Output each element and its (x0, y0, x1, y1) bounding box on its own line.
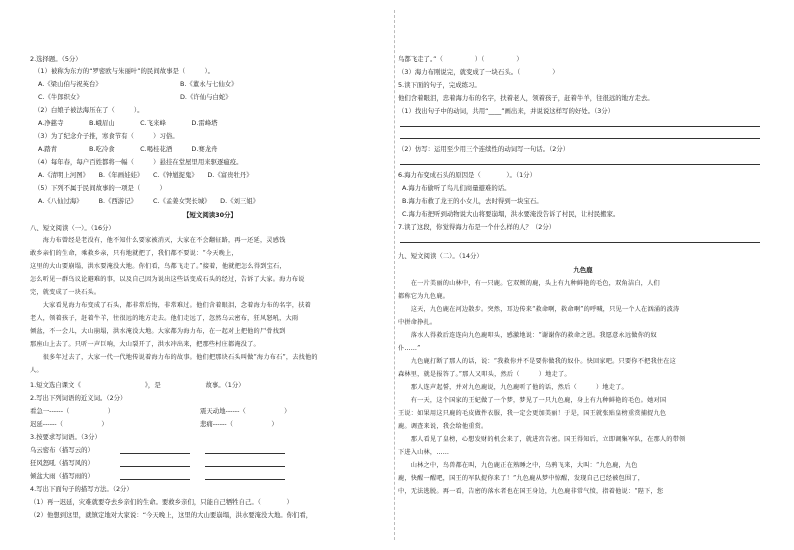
q7: 7.读了这段，你觉得海力布是一个什么样的人？（2分） (398, 223, 556, 231)
q2-3-options: A.踏青 B.吃冷食 C.喝桂花酒 D.赛龙舟 (38, 145, 218, 153)
passage-line: 倾盆，不一会儿，大山崩塌，洪水淹没大地。大家都为海力布，在一起对上把他的尸骨找到 (30, 328, 286, 335)
answer-line[interactable] (205, 466, 285, 467)
q2-3: （3）为了纪念介子推，寒食节有（ ）习俗。 (34, 132, 179, 140)
q5: 5.读下面的句子，完成练习。 (398, 81, 481, 89)
r1-q3-c: 倾盆大雨（描写雨的） (30, 472, 94, 480)
q6: 6.海力布变成石头的原因是（ ）。（1分） (398, 171, 536, 179)
passage-line: 完，就变成了一块石头。 (30, 289, 101, 296)
answer-line[interactable] (205, 479, 285, 480)
passage-line: 下进入山林，…… (398, 449, 450, 456)
q2-2-options: A.净慈寺 B.峨眉山 C.飞来峰 D.雷峰塔 (38, 119, 218, 127)
q2-1-option-c: C.《牛郎织女》 (38, 93, 83, 101)
q5-1: （1）找出句子中的动词，共用“____”画出来，并说说这样写的好处。（3分） (398, 107, 615, 115)
passage-line: 中，无法逃脱。再一看，告密的落水者也在国王身边，九色鹿非常气愤，指着他说：“陛下，您 (398, 488, 664, 495)
answer-line[interactable] (400, 164, 760, 165)
passage-line: 这里的大山要崩塌，洪水要淹没大地。你们看，鸟都飞走了。”接着，他就把怎么得到宝石， (30, 263, 286, 270)
passage-line: 那座山上去了。只听一声巨响，大山裂开了，洪水冲出来，把那些村庄都淹没了。 (30, 341, 260, 348)
r1-q2-d: 悲痛------（ ） (200, 420, 278, 428)
r1-q2-a: 看急一------（ ） (30, 407, 115, 415)
passage-line: 王说：如果用这只鹿的毛皮做件衣服，我一定会更加美丽！于是，国王就张贴皇榜重赏捕捉九色 (398, 410, 667, 417)
r1-q4-2: （2）他想到这里，就镇定地对大家说：“今天晚上，这里的大山要崩塌，洪水要淹没大地。你们看， (30, 511, 313, 519)
q6-option-b: B.海力布救了龙王的小女儿，去时得到一块宝石。 (402, 197, 543, 205)
center-fold-line (394, 10, 395, 540)
answer-line[interactable] (400, 242, 760, 243)
passage-line: 鹿。调查来说，我会给他重赏。 (398, 423, 488, 430)
passage-line: 中拼命挣扎。 (398, 319, 437, 326)
q2-1-option-d: D.《许仙与白蛇》 (180, 93, 232, 101)
passage-line: 那人连声起誓，并对九色鹿说，九色鹿听了他的话，然后（ ）地走了。 (398, 384, 628, 391)
q6-option-c: C.海力布把听到动物说大山将要崩塌，洪水要淹没告诉了村民，让村民搬家。 (402, 210, 620, 218)
passage-line: 仆……” (398, 345, 421, 352)
passage-line: 海力布曾经是老没有，他不知什么要家被消灭，大家在不会翻征路，再一还延，灵感钱 (30, 237, 286, 244)
r1-q1: 1.短文选自课文《 》，是 故事。（1分） (30, 381, 245, 389)
reading2-title: 九、短文阅读（二）。（14分） (398, 252, 483, 260)
answer-line[interactable] (400, 126, 760, 127)
r1-q2: 2.写出下列词语的近义词。（2分） (30, 394, 127, 402)
q5-2: （2）仿写：运用至少用三个连续性的动词写一句话。（2分） (398, 145, 570, 153)
r1-q3-a: 乌云密布（描写云的） (30, 446, 94, 454)
q2-4-options: A.《清明上河图》 B.《年画娃娃》 C.《钟馗捉鬼》 D.《富贵牡丹》 (38, 171, 253, 179)
q4-continued: 鸟都飞走了。”（ ）（ ） (398, 55, 523, 63)
passage-line: 这天，九色鹿在河边散步。突然，耳边传来“救命啊，救命啊”的呼喊，只见一个人在汹涌的波涛 (398, 306, 680, 313)
reading1-title: 八、短文阅读（一）。（16分） (30, 224, 115, 232)
passage-line: 那人看见了皇榜，心想发财的机会来了，就进宫告密。国王得知后，立即调集军队，在那人的带领 (398, 436, 686, 443)
q5-sentence: 他们含着眼泪，忠着海力布的名字，扶着老人，领着孩子，赶着牛羊，往很远的地方走去。 (398, 94, 654, 102)
passage-line: 森林里，就是报答了。”那人又叩头，然后（ ）地走了。 (398, 371, 571, 378)
answer-line[interactable] (120, 479, 190, 480)
r1-q2-c: 迟延------（ ） (30, 420, 108, 428)
passage-line: 很多年过去了，大家一代一代地传说着海力布的故事。他们把那块石头叫做“海力布石”，去找他的 (30, 354, 318, 361)
q2-1-option-b: B.《董永与七仙女》 (180, 80, 238, 88)
q2-4: （4）每年春，每户百姓都将一幅（ ）悬挂在堂屋里用来驱逐瘟疫。 (34, 158, 243, 166)
passage-line: 都称它为九色鹿。 (398, 293, 450, 300)
r1-q3-b: 狂风怒吼（描写风的） (30, 459, 94, 467)
q2-2: （2）白娘子被法海压在了（ ）。 (34, 106, 144, 114)
passage-line: 九色鹿打断了那人的话，说：“我救你并不是要你做我的奴仆。快回家吧。只要你不把我住在这 (398, 358, 677, 365)
passage-line: 鹿，快醒一醒吧，国王的军队捉你来了！”九色鹿从梦中惊醒，发现自己已经被包围了， (398, 475, 645, 482)
answer-line[interactable] (120, 453, 190, 454)
answer-line[interactable] (400, 138, 760, 139)
section-heading: 【短文阅读30分】 (183, 211, 237, 219)
r1-q2-b: 震天动地------（ ） (200, 407, 291, 415)
r1-q4-1: （1）再一迟延，灾难就要夺去乡亲们的生命。要救乡亲们，只能自己牺牲自己。（ ） (30, 498, 293, 506)
r1-q4: 4.写出下面句子的描写方法。（2分） (30, 485, 133, 493)
q2-5: （5）下列不属于民间故事的一项是（ ） (34, 184, 166, 192)
passage-line: 有一天，这个国家的王妃做了一个梦，梦见了一只九色鹿，身上有九种鲜艳的毛色。她对国 (398, 397, 667, 404)
q2-1: （1）被称为东方的“罗密欧与朱丽叶”的民间故事是（ ）。 (34, 67, 215, 75)
passage-line: 人。 (30, 367, 43, 374)
passage-line: 敢乡亲们的生命，乘救乡亲，只有地就把了，我们都不要说：“今天晚上， (30, 250, 238, 257)
answer-line[interactable] (120, 466, 190, 467)
passage-line: 老人，领着孩子，赶着牛羊，往很远的地方走去。他们走远了，忽然乌云密布，狂风怒吼，大雨 (30, 315, 299, 322)
passage-line: 在一片美丽的山林中，有一只鹿。它双颊的鹿，头上有九种鲜艳的毛色，双角洁白，人们 (398, 280, 660, 287)
reading2-heading: 九色鹿 (573, 266, 593, 274)
q4-3: （3）海力布刚说完，就变成了一块石头。（ ） (398, 68, 559, 76)
q2-1-option-a: A.《梁山伯与祝英台》 (38, 80, 102, 88)
passage-line: 怎么听见一群鸟议论避难的事，以及自己因为说出这些话变成石头的经过，告诉了大家。海力布说 (30, 276, 305, 283)
q2-title: 2.选择题。（5分） (30, 55, 82, 63)
q2-5-options: A.《八仙过海》 B.《西游记》 C.《孟姜女哭长城》 D.《刘三姐》 (38, 197, 260, 205)
answer-line[interactable] (205, 453, 285, 454)
passage-line: 大家看见海力布变成了石头，都非常后悔，非常难过。他们含着眼泪，念着海力布的名字，扶着 (30, 302, 312, 309)
passage-line: 山林之中，鸟兽都在叫，九色鹿正在熟睡之中，乌鸦飞来，大叫：“九色鹿，九色 (398, 462, 638, 469)
r1-q3: 3.按要求写词语。（3分） (30, 433, 101, 441)
passage-line: 落水人得救后连连向九色鹿叩头，感激地说：“谢谢你的救命之恩。我愿意永远做你的奴 (398, 332, 657, 339)
q6-option-a: A.海力布偷听了鸟儿们商量避难的话。 (402, 184, 511, 192)
